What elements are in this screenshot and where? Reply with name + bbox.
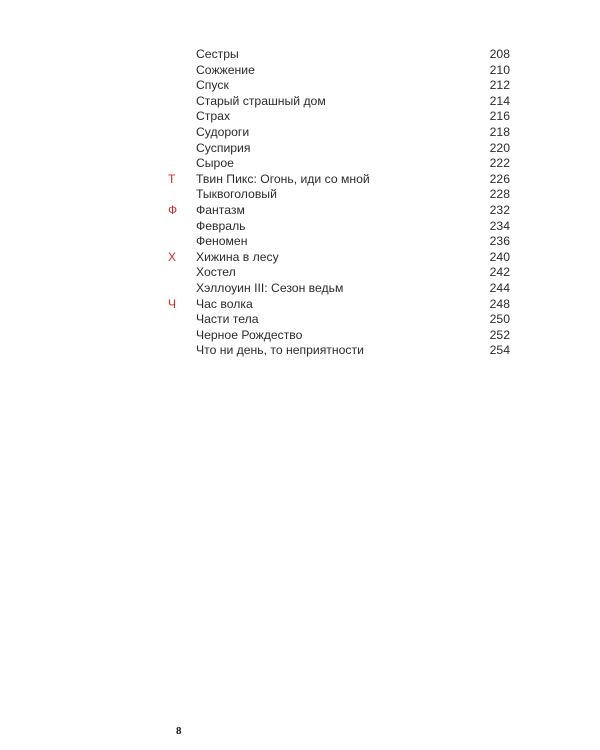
toc-entry: [168, 281, 516, 297]
toc-entry-title: Суспирия: [196, 140, 251, 155]
toc-entry: [168, 109, 516, 125]
toc-entry: [168, 250, 516, 266]
toc-entry-page: 228: [489, 187, 510, 202]
toc-entry-page: 234: [489, 218, 510, 233]
toc-entry-page: 242: [489, 265, 510, 280]
toc-entry-title: Сестры: [196, 47, 239, 61]
toc-entry-page: 210: [489, 62, 510, 77]
toc-entry: [168, 47, 516, 63]
toc-entry-title: Хижина в лесу: [196, 249, 279, 264]
toc-entry-title: Феномен: [196, 234, 248, 249]
toc-entry: [168, 343, 516, 359]
toc-entry-page: 218: [489, 124, 510, 139]
toc-entry-title: Хостел: [196, 265, 236, 280]
toc-entry-title: Части тела: [196, 312, 259, 327]
toc-entry-page: 254: [489, 343, 510, 358]
toc-entry: [168, 328, 516, 344]
toc-entry-page: 250: [489, 312, 510, 327]
toc-entry: [168, 172, 516, 188]
toc-entry-page: 220: [489, 140, 510, 155]
toc-entry-title: Февраль: [196, 218, 246, 233]
toc-entry-title: Старый страшный дом: [196, 93, 326, 108]
toc-entry: [168, 187, 516, 203]
toc-section-letter: Ч: [168, 296, 176, 311]
toc-entry: [168, 234, 516, 250]
toc-entry: [168, 94, 516, 110]
toc-entry-title: Хэллоуин III: Сезон ведьм: [196, 280, 344, 295]
toc-entry: [168, 125, 516, 141]
toc-entry: [168, 156, 516, 172]
toc-entry: [168, 312, 516, 328]
toc-entry: [168, 141, 516, 157]
toc-entry-title: Фантазм: [196, 202, 245, 217]
toc-entry-title: Черное Рождество: [196, 327, 303, 342]
toc-entry-page: 222: [489, 156, 510, 171]
toc-entry-page: 240: [489, 249, 510, 264]
toc-entry-title: Что ни день, то неприятности: [196, 343, 364, 358]
toc-section-letter: Х: [168, 249, 177, 264]
toc-entry: [168, 219, 516, 235]
toc-entry-page: 212: [489, 78, 510, 93]
toc-entry-page: 248: [489, 296, 510, 311]
toc-entry-title: Сожжение: [196, 62, 255, 77]
toc-entry-page: 244: [489, 280, 510, 295]
toc-entry-page: 232: [489, 202, 510, 217]
toc-entry-title: Сырое: [196, 156, 234, 171]
toc-entry: [168, 78, 516, 94]
toc-entry: [168, 63, 516, 79]
toc-entry-page: 226: [489, 171, 510, 186]
toc-entry: [168, 265, 516, 281]
toc-entry: [168, 203, 516, 219]
toc-entry: [168, 297, 516, 313]
toc-entry-title: Страх: [196, 109, 231, 124]
toc-entry-title: Судороги: [196, 124, 250, 139]
toc-section-letter: Т: [168, 171, 176, 186]
toc-entry-page: 214: [489, 93, 510, 108]
toc-entry-title: Тыквоголовый: [196, 187, 277, 202]
toc-entry-page: 208: [489, 47, 510, 61]
toc-entry-title: Час волка: [196, 296, 253, 311]
toc-entry-page: 236: [489, 234, 510, 249]
toc-entry-page: 252: [489, 327, 510, 342]
toc-entry-title: Спуск: [196, 78, 229, 93]
toc-section-letter: Ф: [168, 202, 178, 217]
toc-entry-title: Твин Пикс: Огонь, иди со мной: [196, 171, 370, 186]
page-number: 8: [176, 725, 182, 737]
table-of-contents: [168, 47, 516, 359]
toc-entry-page: 216: [489, 109, 510, 124]
